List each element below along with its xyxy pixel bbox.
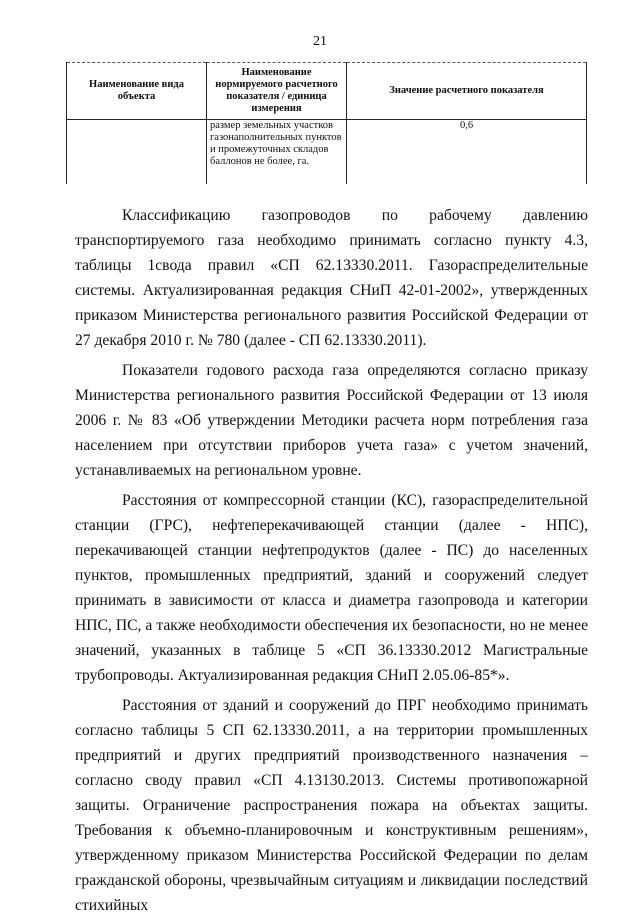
table-row xyxy=(67,120,587,185)
table-header-object-type: Наименование вида объекта xyxy=(67,63,207,120)
table-cell-indicator: размер земельных участков газонаполнительных пунктов и промежуточных складов баллонов не более, га. xyxy=(207,120,347,185)
paragraph-prg-distances: Расстояния от зданий и сооружений до ПРГ необходимо принимать согласно таблицы 5 СП 62.13330.2011, а на территории промышленных предприятий и других предприятий производственного назначения – согласно своду правил «СП 4.13130.2013. Системы противопожарной защиты. Ограничение распространения пожара на объектах защиты. Требования к объемно-планировочным и конструктивным решениям», утвержденному приказом Министерства Российской Федерации по делам гражданской обороны, чрезвычайным ситуациям и ликвидации последствий стихийных xyxy=(75,697,588,914)
table-header-value: Значение расчетного показателя xyxy=(347,63,587,120)
paragraph-gas-pipeline-classification: Классификацию газопроводов по рабочему давлению транспортируемого газа необходимо принимать согласно пункту 4.3, таблицы 1свода правил «СП 62.13330.2011. Газораспределительные системы. Актуализированная редакция СНиП 42-01-2002», утвержденных приказом Министерства регионального развития Российской Федерации от 27 декабря 2010 г. № 780 (далее - СП 62.13330.2011). xyxy=(75,207,588,349)
paragraph-annual-gas-consumption: Показатели годового расхода газа определяются согласно приказу Министерства регионального развития Российской Федерации от 13 июля 2006 г. № 83 «Об утверждении Методики расчета норм потребления газа населением при отсутствии приборов учета газа» с учетом значений, устанавливаемых на региональном уровне. xyxy=(75,362,588,479)
page-number: 21 xyxy=(313,34,327,49)
document-body xyxy=(75,203,588,923)
norms-table xyxy=(66,62,587,184)
table-header-row xyxy=(67,63,587,120)
paragraph-station-distances: Расстояния от компрессорной станции (КС), газораспределительной станции (ГРС), нефтеперекачивающей станции (далее - НПС), перекачивающей станции нефтепродуктов (далее - ПС) до населенных пунктов, промышленных предприятий, зданий и сооружений следует принимать в зависимости от класса и диаметра газопровода и категории НПС, ПС, а также необходимости обеспечения их безопасности, но не менее значений, указанных в таблице 5 «СП 36.13330.2012 Магистральные трубопроводы. Актуализированная редакция СНиП 2.05.06-85*». xyxy=(75,492,588,684)
table-cell-value: 0,6 xyxy=(347,120,587,185)
table-header-indicator: Наименование нормируемого расчетного показателя / единица измерения xyxy=(207,63,347,120)
table-cell-object-type xyxy=(67,120,207,185)
